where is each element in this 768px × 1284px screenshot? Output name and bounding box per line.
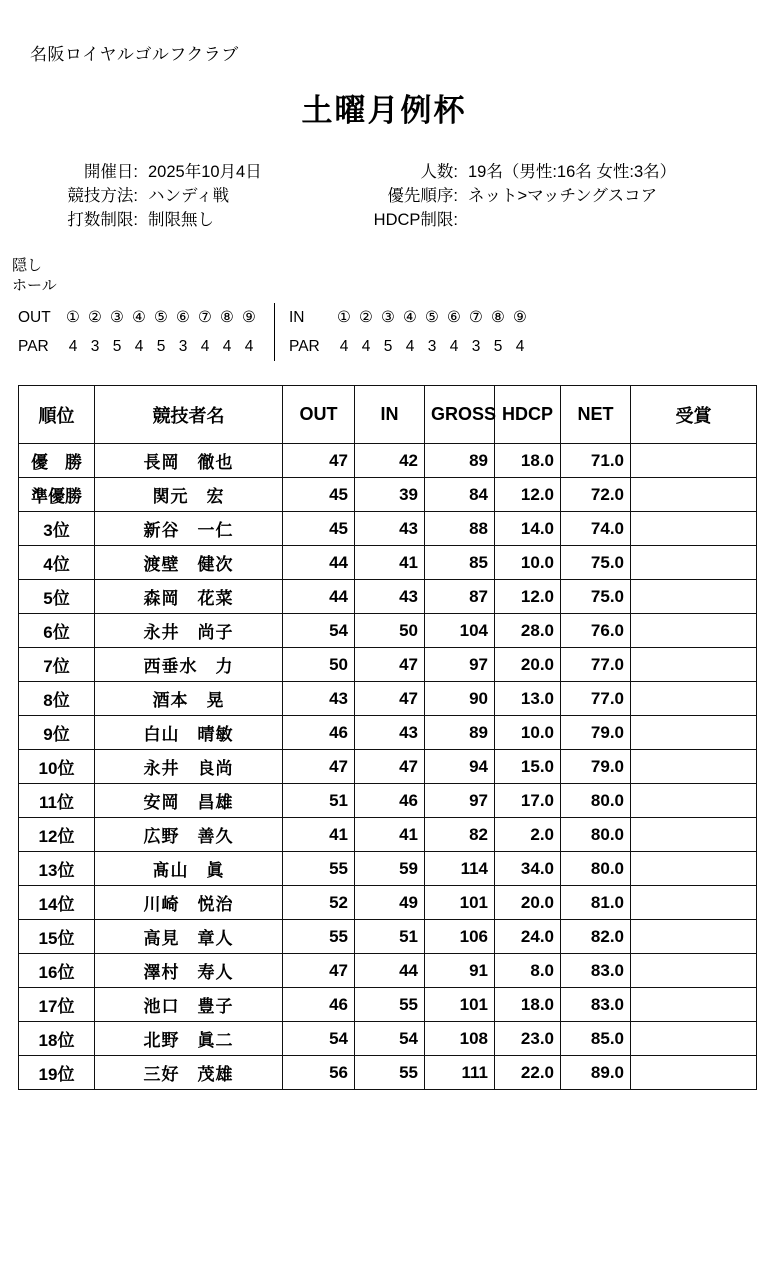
header-hdcp: HDCP [495, 386, 561, 444]
cell-rank: 13位 [19, 852, 95, 886]
cell-net: 80.0 [561, 852, 631, 886]
cell-gross: 94 [425, 750, 495, 784]
cell-rank: 8位 [19, 682, 95, 716]
hidden-hole-caption [12, 256, 750, 297]
cell-net: 75.0 [561, 546, 631, 580]
cell-in: 43 [355, 580, 425, 614]
table-row [19, 920, 757, 954]
in-hole-numbers-row [289, 303, 531, 332]
cell-in: 44 [355, 954, 425, 988]
cell-award [631, 818, 757, 852]
table-row [19, 852, 757, 886]
cell-net: 74.0 [561, 512, 631, 546]
cell-award [631, 716, 757, 750]
table-row [19, 614, 757, 648]
table-row [19, 818, 757, 852]
cell-net: 83.0 [561, 988, 631, 1022]
out-hole-2: ② [88, 308, 102, 326]
table-row [19, 716, 757, 750]
cell-net: 89.0 [561, 1056, 631, 1090]
meta-column-right [348, 158, 750, 230]
cell-out: 43 [283, 682, 355, 716]
in-hole-3: ③ [381, 308, 395, 326]
out-hole-7: ⑦ [198, 308, 212, 326]
cell-gross: 104 [425, 614, 495, 648]
out-par-values [62, 332, 260, 361]
in-par-9: 4 [515, 337, 525, 355]
cell-award [631, 852, 757, 886]
cell-hdcp: 2.0 [495, 818, 561, 852]
cell-net: 79.0 [561, 716, 631, 750]
cell-net: 76.0 [561, 614, 631, 648]
cell-gross: 85 [425, 546, 495, 580]
cell-net: 85.0 [561, 1022, 631, 1056]
in-par-tag: PAR [289, 337, 320, 355]
in-hole-5: ⑤ [425, 308, 439, 326]
in-par-6: 4 [449, 337, 459, 355]
out-hole-1: ① [66, 308, 80, 326]
cell-out: 41 [283, 818, 355, 852]
people-value: 19名（男性:16名 女性:3名） [468, 163, 677, 181]
cell-net: 83.0 [561, 954, 631, 988]
cell-hdcp: 13.0 [495, 682, 561, 716]
priority-label: 優先順序: [387, 187, 458, 205]
cell-gross: 89 [425, 444, 495, 478]
cell-rank: 7位 [19, 648, 95, 682]
cell-rank: 11位 [19, 784, 95, 818]
method-label: 競技方法: [67, 187, 138, 205]
cell-gross: 87 [425, 580, 495, 614]
cell-in: 55 [355, 1056, 425, 1090]
cell-rank: 5位 [19, 580, 95, 614]
meta-column-left [18, 158, 348, 230]
cell-rank: 18位 [19, 1022, 95, 1056]
out-par-tag: PAR [18, 337, 49, 355]
cell-net: 77.0 [561, 682, 631, 716]
cell-award [631, 682, 757, 716]
header-award: 受賞 [631, 386, 757, 444]
cell-in: 43 [355, 512, 425, 546]
header-gross: GROSS [425, 386, 495, 444]
header-in: IN [355, 386, 425, 444]
cell-out: 55 [283, 852, 355, 886]
cell-in: 41 [355, 818, 425, 852]
cell-out: 55 [283, 920, 355, 954]
cell-rank: 3位 [19, 512, 95, 546]
out-par-5: 5 [156, 337, 166, 355]
out-holes [18, 303, 275, 362]
cell-name: 安岡 昌雄 [95, 784, 283, 818]
cell-name: 永井 良尚 [95, 750, 283, 784]
header-rank: 順位 [19, 386, 95, 444]
cell-name: 新谷 一仁 [95, 512, 283, 546]
cell-net: 80.0 [561, 784, 631, 818]
table-row [19, 478, 757, 512]
cell-gross: 84 [425, 478, 495, 512]
cell-hdcp: 18.0 [495, 988, 561, 1022]
cell-gross: 101 [425, 988, 495, 1022]
cell-name: 渡壁 健次 [95, 546, 283, 580]
cell-name: 北野 眞二 [95, 1022, 283, 1056]
cell-name: 川崎 悦治 [95, 886, 283, 920]
scorecard-page [0, 40, 768, 1284]
out-par-7: 4 [200, 337, 210, 355]
cell-gross: 108 [425, 1022, 495, 1056]
cell-net: 71.0 [561, 444, 631, 478]
meta-row-date [18, 158, 348, 182]
out-par-8: 4 [222, 337, 232, 355]
cell-net: 77.0 [561, 648, 631, 682]
out-hole-3: ③ [110, 308, 124, 326]
cell-out: 46 [283, 716, 355, 750]
out-hole-numbers-row [18, 303, 260, 332]
hdcp-limit-label: HDCP制限: [373, 211, 458, 229]
cell-gross: 97 [425, 648, 495, 682]
cell-rank: 12位 [19, 818, 95, 852]
people-label: 人数: [420, 163, 458, 181]
out-par-6: 3 [178, 337, 188, 355]
priority-value: ネット>マッチングスコア [468, 187, 658, 205]
meta-row-hdcp-limit [348, 206, 750, 230]
table-row [19, 546, 757, 580]
out-par-2: 3 [90, 337, 100, 355]
cell-in: 51 [355, 920, 425, 954]
out-hole-6: ⑥ [176, 308, 190, 326]
page-title: 土曜月例杯 [301, 93, 467, 128]
in-tag: IN [289, 308, 305, 326]
cell-gross: 106 [425, 920, 495, 954]
cell-out: 51 [283, 784, 355, 818]
table-header-row [19, 386, 757, 444]
cell-hdcp: 17.0 [495, 784, 561, 818]
in-par-7: 3 [471, 337, 481, 355]
method-value: ハンディ戦 [148, 187, 230, 205]
cell-gross: 114 [425, 852, 495, 886]
cell-out: 52 [283, 886, 355, 920]
cell-net: 72.0 [561, 478, 631, 512]
hole-par-block [18, 303, 750, 362]
cell-net: 75.0 [561, 580, 631, 614]
table-row [19, 682, 757, 716]
cell-hdcp: 28.0 [495, 614, 561, 648]
cell-in: 47 [355, 648, 425, 682]
out-tag: OUT [18, 308, 51, 326]
cell-rank: 9位 [19, 716, 95, 750]
meta-row-stroke-limit [18, 206, 348, 230]
table-row [19, 784, 757, 818]
cell-gross: 111 [425, 1056, 495, 1090]
cell-award [631, 784, 757, 818]
in-par-3: 5 [383, 337, 393, 355]
tournament-meta [18, 158, 750, 230]
cell-out: 47 [283, 954, 355, 988]
cell-hdcp: 12.0 [495, 478, 561, 512]
cell-hdcp: 23.0 [495, 1022, 561, 1056]
cell-gross: 88 [425, 512, 495, 546]
cell-gross: 89 [425, 716, 495, 750]
table-row [19, 886, 757, 920]
cell-name: 広野 善久 [95, 818, 283, 852]
in-par-2: 4 [361, 337, 371, 355]
cell-in: 42 [355, 444, 425, 478]
cell-award [631, 886, 757, 920]
results-body [19, 444, 757, 1090]
table-row [19, 988, 757, 1022]
cell-hdcp: 8.0 [495, 954, 561, 988]
cell-rank: 19位 [19, 1056, 95, 1090]
out-par-3: 5 [112, 337, 122, 355]
results-table [18, 385, 757, 1090]
in-par-row [289, 332, 531, 361]
stroke-limit-label: 打数制限: [67, 211, 138, 229]
cell-gross: 91 [425, 954, 495, 988]
cell-rank: 準優勝 [19, 478, 95, 512]
meta-row-priority [348, 182, 750, 206]
in-hole-8: ⑧ [491, 308, 505, 326]
cell-out: 46 [283, 988, 355, 1022]
cell-net: 81.0 [561, 886, 631, 920]
cell-in: 47 [355, 750, 425, 784]
cell-award [631, 512, 757, 546]
cell-in: 49 [355, 886, 425, 920]
out-hole-9: ⑨ [242, 308, 256, 326]
date-label: 開催日: [83, 163, 138, 181]
table-row [19, 444, 757, 478]
cell-net: 82.0 [561, 920, 631, 954]
in-hole-numbers [333, 303, 531, 332]
cell-out: 47 [283, 750, 355, 784]
cell-rank: 14位 [19, 886, 95, 920]
out-hole-8: ⑧ [220, 308, 234, 326]
table-row [19, 648, 757, 682]
cell-gross: 90 [425, 682, 495, 716]
cell-out: 54 [283, 1022, 355, 1056]
cell-name: 髙山 眞 [95, 852, 283, 886]
cell-gross: 101 [425, 886, 495, 920]
table-row [19, 750, 757, 784]
hidden-hole-line1: 隠し [12, 257, 43, 274]
cell-in: 43 [355, 716, 425, 750]
cell-in: 41 [355, 546, 425, 580]
cell-out: 47 [283, 444, 355, 478]
table-row [19, 512, 757, 546]
cell-hdcp: 10.0 [495, 546, 561, 580]
cell-award [631, 580, 757, 614]
cell-hdcp: 20.0 [495, 648, 561, 682]
in-par-1: 4 [339, 337, 349, 355]
cell-hdcp: 14.0 [495, 512, 561, 546]
out-hole-4: ④ [132, 308, 146, 326]
out-par-1: 4 [68, 337, 78, 355]
cell-name: 酒本 晃 [95, 682, 283, 716]
cell-out: 44 [283, 546, 355, 580]
cell-out: 44 [283, 580, 355, 614]
cell-hdcp: 20.0 [495, 886, 561, 920]
cell-out: 56 [283, 1056, 355, 1090]
cell-name: 池口 豊子 [95, 988, 283, 1022]
out-par-row [18, 332, 260, 361]
in-hole-4: ④ [403, 308, 417, 326]
out-hole-5: ⑤ [154, 308, 168, 326]
cell-award [631, 1022, 757, 1056]
hidden-hole-line2: ホール [12, 277, 57, 295]
cell-name: 高見 章人 [95, 920, 283, 954]
in-hole-9: ⑨ [513, 308, 527, 326]
cell-in: 50 [355, 614, 425, 648]
cell-award [631, 444, 757, 478]
cell-gross: 97 [425, 784, 495, 818]
cell-hdcp: 34.0 [495, 852, 561, 886]
cell-out: 45 [283, 478, 355, 512]
cell-in: 39 [355, 478, 425, 512]
cell-rank: 16位 [19, 954, 95, 988]
stroke-limit-value: 制限無し [148, 211, 214, 229]
table-row [19, 1022, 757, 1056]
cell-rank: 優 勝 [19, 444, 95, 478]
header-net: NET [561, 386, 631, 444]
cell-name: 関元 宏 [95, 478, 283, 512]
cell-out: 54 [283, 614, 355, 648]
in-hole-2: ② [359, 308, 373, 326]
cell-name: 三好 茂雄 [95, 1056, 283, 1090]
cell-name: 永井 尚子 [95, 614, 283, 648]
header-out: OUT [283, 386, 355, 444]
cell-name: 長岡 徹也 [95, 444, 283, 478]
cell-award [631, 614, 757, 648]
in-holes [275, 303, 531, 362]
table-row [19, 1056, 757, 1090]
in-par-values [333, 332, 531, 361]
cell-rank: 15位 [19, 920, 95, 954]
cell-hdcp: 18.0 [495, 444, 561, 478]
cell-net: 80.0 [561, 818, 631, 852]
cell-gross: 82 [425, 818, 495, 852]
cell-award [631, 478, 757, 512]
cell-award [631, 750, 757, 784]
in-hole-6: ⑥ [447, 308, 461, 326]
cell-out: 45 [283, 512, 355, 546]
cell-hdcp: 12.0 [495, 580, 561, 614]
out-par-4: 4 [134, 337, 144, 355]
table-row [19, 580, 757, 614]
table-row [19, 954, 757, 988]
in-par-5: 3 [427, 337, 437, 355]
header-name: 競技者名 [95, 386, 283, 444]
cell-in: 54 [355, 1022, 425, 1056]
cell-net: 79.0 [561, 750, 631, 784]
cell-name: 森岡 花菜 [95, 580, 283, 614]
cell-rank: 10位 [19, 750, 95, 784]
in-par-8: 5 [493, 337, 503, 355]
cell-hdcp: 15.0 [495, 750, 561, 784]
out-par-9: 4 [244, 337, 254, 355]
cell-in: 59 [355, 852, 425, 886]
cell-name: 白山 晴敏 [95, 716, 283, 750]
cell-award [631, 546, 757, 580]
cell-award [631, 988, 757, 1022]
cell-rank: 6位 [19, 614, 95, 648]
cell-out: 50 [283, 648, 355, 682]
cell-in: 55 [355, 988, 425, 1022]
cell-hdcp: 10.0 [495, 716, 561, 750]
cell-hdcp: 22.0 [495, 1056, 561, 1090]
in-hole-1: ① [337, 308, 351, 326]
cell-award [631, 954, 757, 988]
in-par-4: 4 [405, 337, 415, 355]
meta-row-people [348, 158, 750, 182]
cell-award [631, 648, 757, 682]
cell-rank: 17位 [19, 988, 95, 1022]
cell-name: 澤村 寿人 [95, 954, 283, 988]
cell-hdcp: 24.0 [495, 920, 561, 954]
out-hole-numbers [62, 303, 260, 332]
cell-name: 西垂水 力 [95, 648, 283, 682]
in-hole-7: ⑦ [469, 308, 483, 326]
cell-in: 46 [355, 784, 425, 818]
club-name: 名阪ロイヤルゴルフクラブ [30, 45, 239, 64]
cell-award [631, 1056, 757, 1090]
cell-rank: 4位 [19, 546, 95, 580]
cell-in: 47 [355, 682, 425, 716]
cell-award [631, 920, 757, 954]
date-value: 2025年10月4日 [148, 163, 262, 181]
meta-row-method [18, 182, 348, 206]
